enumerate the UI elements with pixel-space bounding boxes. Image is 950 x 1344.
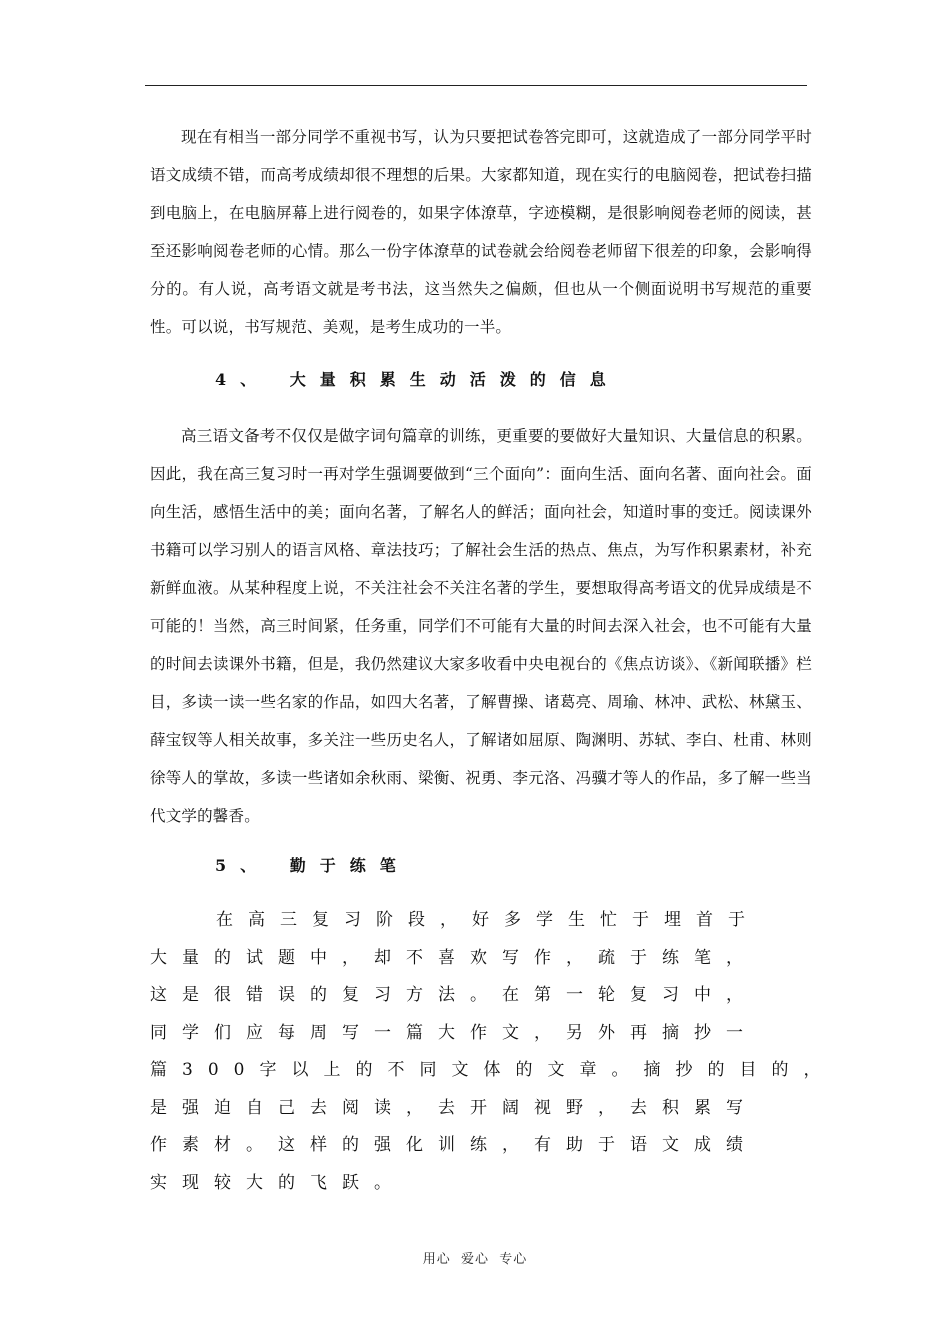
paragraph-information: 高三语文备考不仅仅是做字词句篇章的训练，更重要的要做好大量知识、大量信息的积累。因此，我在高三复习时一再对学生强调要做到“三个面向”：面向生活、面向名著、面向社会。面向生活，感悟生活中的美；面向名著，了解名人的鲜活；面向社会，知道时事的变迁。阅读课外书籍可以学习别人的语言风格、章法技巧；了解社会生活的热点、焦点，为写作积累素材，补充新鲜血液。从某种程度上说，不关注社会不关注名著的学生，要想取得高考语文的优异成绩是不可能的！当然，高三时间紧，任务重，同学们不可能有大量的时间去深入社会，也不可能有大量的时间去读课外书籍，但是，我仍然建议大家多收看中央电视台的《焦点访谈》、《新闻联播》栏目，多读一读一些名家的作品，如四大名著，了解曹操、诸葛亮、周瑜、林冲、武松、林黛玉、薛宝钗等人相关故事，多关注一些历史名人，了解诸如屈原、陶渊明、苏轼、李白、杜甫、林则徐等人的掌故，多读一些诸如余秋雨、梁衡、祝勇、李元洛、冯骥才等人的作品，多了解一些当代文学的馨香。 — [150, 427, 812, 825]
text-line: 大量的试题中，却不喜欢写作，疏于练笔， — [150, 947, 758, 968]
section-5-body — [150, 902, 836, 1202]
section-heading-4: 4、 大量积累生动活泼的信息 — [215, 370, 620, 389]
text-line: 是强迫自己去阅读，去开阔视野，去积累写 — [150, 1097, 758, 1118]
text-line: 在高三复习阶段，好多学生忙于埋首于 — [216, 910, 760, 930]
page-footer: 用心 爱心 专心 — [422, 1252, 528, 1267]
paragraph-handwriting: 现在有相当一部分同学不重视书写，认为只要把试卷答完即可，这就造成了一部分同学平时语文成绩不错，而高考成绩却很不理想的后果。大家都知道，现在实行的电脑阅卷，把试卷扫描到电脑上，在电脑屏幕上进行阅卷的，如果字体潦草，字迹模糊，是很影响阅卷老师的阅读，甚至还影响阅卷老师的心情。那么一份字体潦草的试卷就会给阅卷老师留下很差的印象，会影响得分的。有人说，高考语文就是考书法，这当然失之偏颇，但也从一个侧面说明书写规范的重要性。可以说，书写规范、美观，是考生成功的一半。 — [150, 128, 812, 336]
section-heading-5: 5、 勤于练笔 — [215, 856, 410, 875]
text-line: 实现较大的飞跃。 — [150, 1172, 406, 1193]
text-line: 作素材。这样的强化训练，有助于语文成绩 — [150, 1135, 758, 1155]
text-line: 篇300字以上的不同文体的文章。摘抄的目的， — [150, 1060, 836, 1080]
text-line: 这是很错误的复习方法。在第一轮复习中， — [150, 985, 758, 1005]
text-line: 同学们应每周写一篇大作文，另外再摘抄一 — [150, 1022, 758, 1043]
header-rule — [145, 85, 807, 86]
